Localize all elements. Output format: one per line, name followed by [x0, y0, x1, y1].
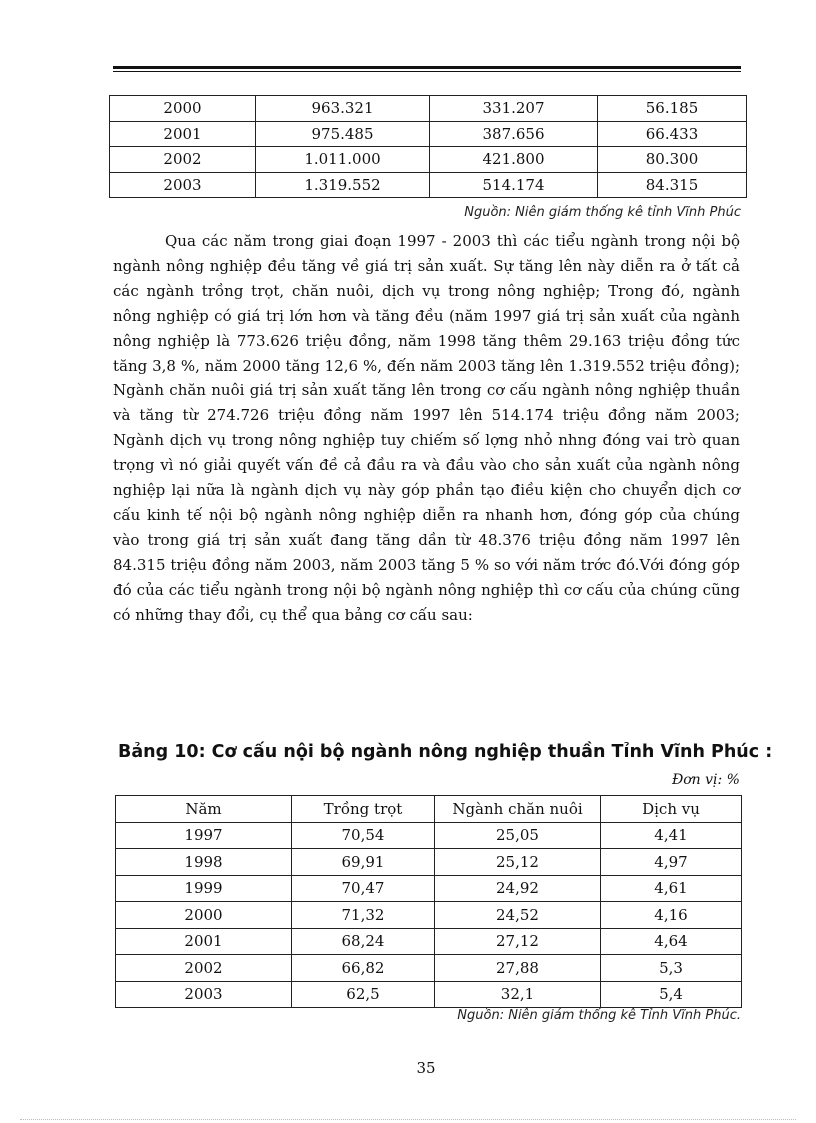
table-cell: 2000 [110, 96, 256, 122]
table-cell: 80.300 [598, 147, 747, 173]
table-cell: 2000 [116, 902, 292, 929]
table-cell: 963.321 [256, 96, 430, 122]
table-cell: 24,92 [435, 875, 601, 902]
table-cell: 68,24 [292, 928, 435, 955]
table-cell: 27,88 [435, 955, 601, 982]
table-cell: 71,32 [292, 902, 435, 929]
table-row [116, 981, 742, 1008]
table-cell: 62,5 [292, 981, 435, 1008]
table-cell: 421.800 [430, 147, 598, 173]
table-cell: 24,52 [435, 902, 601, 929]
table-cell: 70,47 [292, 875, 435, 902]
table-cell: 2001 [110, 121, 256, 147]
top-table-source: Nguồn: Niên giám thống kê tỉnh Vĩnh Phúc [464, 205, 741, 220]
table-cell: 32,1 [435, 981, 601, 1008]
table-cell: 66,82 [292, 955, 435, 982]
column-header: Ngành chăn nuôi [435, 796, 601, 823]
table-row [116, 822, 742, 849]
table-cell: 975.485 [256, 121, 430, 147]
table-cell: 66.433 [598, 121, 747, 147]
table-row [110, 147, 747, 173]
page-number: 35 [416, 1059, 436, 1077]
column-header: Trồng trọt [292, 796, 435, 823]
table-header-row [116, 796, 742, 823]
footer-dotted-line [20, 1119, 796, 1120]
table-cell: 69,91 [292, 849, 435, 876]
table-cell: 4,61 [601, 875, 742, 902]
table-row [110, 96, 747, 122]
header-rule-thin [113, 71, 741, 72]
table-cell: 2003 [116, 981, 292, 1008]
unit-label: Đơn vị: % [671, 772, 740, 788]
table-cell: 56.185 [598, 96, 747, 122]
table-cell: 2002 [110, 147, 256, 173]
table-cell: 25,05 [435, 822, 601, 849]
table-row [110, 121, 747, 147]
table-row [116, 955, 742, 982]
table-cell: 331.207 [430, 96, 598, 122]
column-header: Dịch vụ [601, 796, 742, 823]
table-cell: 4,97 [601, 849, 742, 876]
table-cell: 1998 [116, 849, 292, 876]
table-cell: 27,12 [435, 928, 601, 955]
table-cell: 5,3 [601, 955, 742, 982]
table-cell: 1.011.000 [256, 147, 430, 173]
table-cell: 84.315 [598, 172, 747, 198]
table-cell: 25,12 [435, 849, 601, 876]
table-cell: 2001 [116, 928, 292, 955]
table-cell: 4,16 [601, 902, 742, 929]
agriculture-structure-table [115, 795, 742, 1008]
body-paragraph: Qua các năm trong giai đoạn 1997 - 2003 thì các tiểu ngành trong nội bộ ngành nông nghiệp đều tăng về giá trị sản xuất. Sự tăng lên này diễn ra ở tất cả các ngành trồng trọt, chăn nuôi, dịch vụ trong nông nghiệp; Trong đó, ngành nông nghiệp có giá trị lớn hơn và tăng đều (năm 1997 giá trị sản xuất của ngành nông nghiệp là 773.626 triệu đồng, năm 1998 tăng thêm 29.163 triệu đồng tức tăng 3,8 %, năm 2000 tăng 12,6 %, đến năm 2003 tăng lên 1.319.552 triệu đồng); Ngành chăn nuôi giá trị sản xuất tăng lên trong cơ cấu ngành nông nghiệp thuần và tăng từ 274.726 triệu đồng năm 1997 lên 514.174 triệu đồng năm 2003; Ngành dịch vụ trong nông nghiệp tuy chiếm số lợng nhỏ nhng đóng vai trò quan trọng vì nó giải quyết vấn đề cả đầu ra và đầu vào cho sản xuất của ngành nông nghiệp lại nữa là ngành dịch vụ này góp phần tạo điều kiện cho chuyển dịch cơ cấu kinh tế nội bộ ngành nông nghiệp diễn ra nhanh hơn, đóng góp của chúng vào trong giá trị sản xuất đang tăng dần từ 48.376 triệu đồng năm 1997 lên 84.315 triệu đồng năm 2003, năm 2003 tăng 5 % so với năm trớc đó.Với đóng góp đó của các tiểu ngành trong nội bộ ngành nông nghiệp thì cơ cấu của chúng cũng có những thay đổi, cụ thể qua bảng cơ cấu sau: [113, 232, 740, 624]
table-cell: 514.174 [430, 172, 598, 198]
table-cell: 2003 [110, 172, 256, 198]
table-row [116, 849, 742, 876]
main-table-source: Nguồn: Niên giám thống kê Tỉnh Vĩnh Phúc. [457, 1008, 741, 1023]
table-cell: 387.656 [430, 121, 598, 147]
table-cell: 1997 [116, 822, 292, 849]
table-cell: 4,64 [601, 928, 742, 955]
table-cell: 1.319.552 [256, 172, 430, 198]
table-cell: 1999 [116, 875, 292, 902]
table-row [116, 902, 742, 929]
table-cell: 4,41 [601, 822, 742, 849]
table-cell: 2002 [116, 955, 292, 982]
table-cell: 70,54 [292, 822, 435, 849]
table-row [116, 875, 742, 902]
table-row [116, 928, 742, 955]
table-title: Bảng 10: Cơ cấu nội bộ ngành nông nghiệp thuần Tỉnh Vĩnh Phúc : [118, 742, 773, 762]
header-rule-thick [113, 66, 741, 69]
production-value-table [109, 95, 747, 198]
table-row [110, 172, 747, 198]
column-header: Năm [116, 796, 292, 823]
table-cell: 5,4 [601, 981, 742, 1008]
